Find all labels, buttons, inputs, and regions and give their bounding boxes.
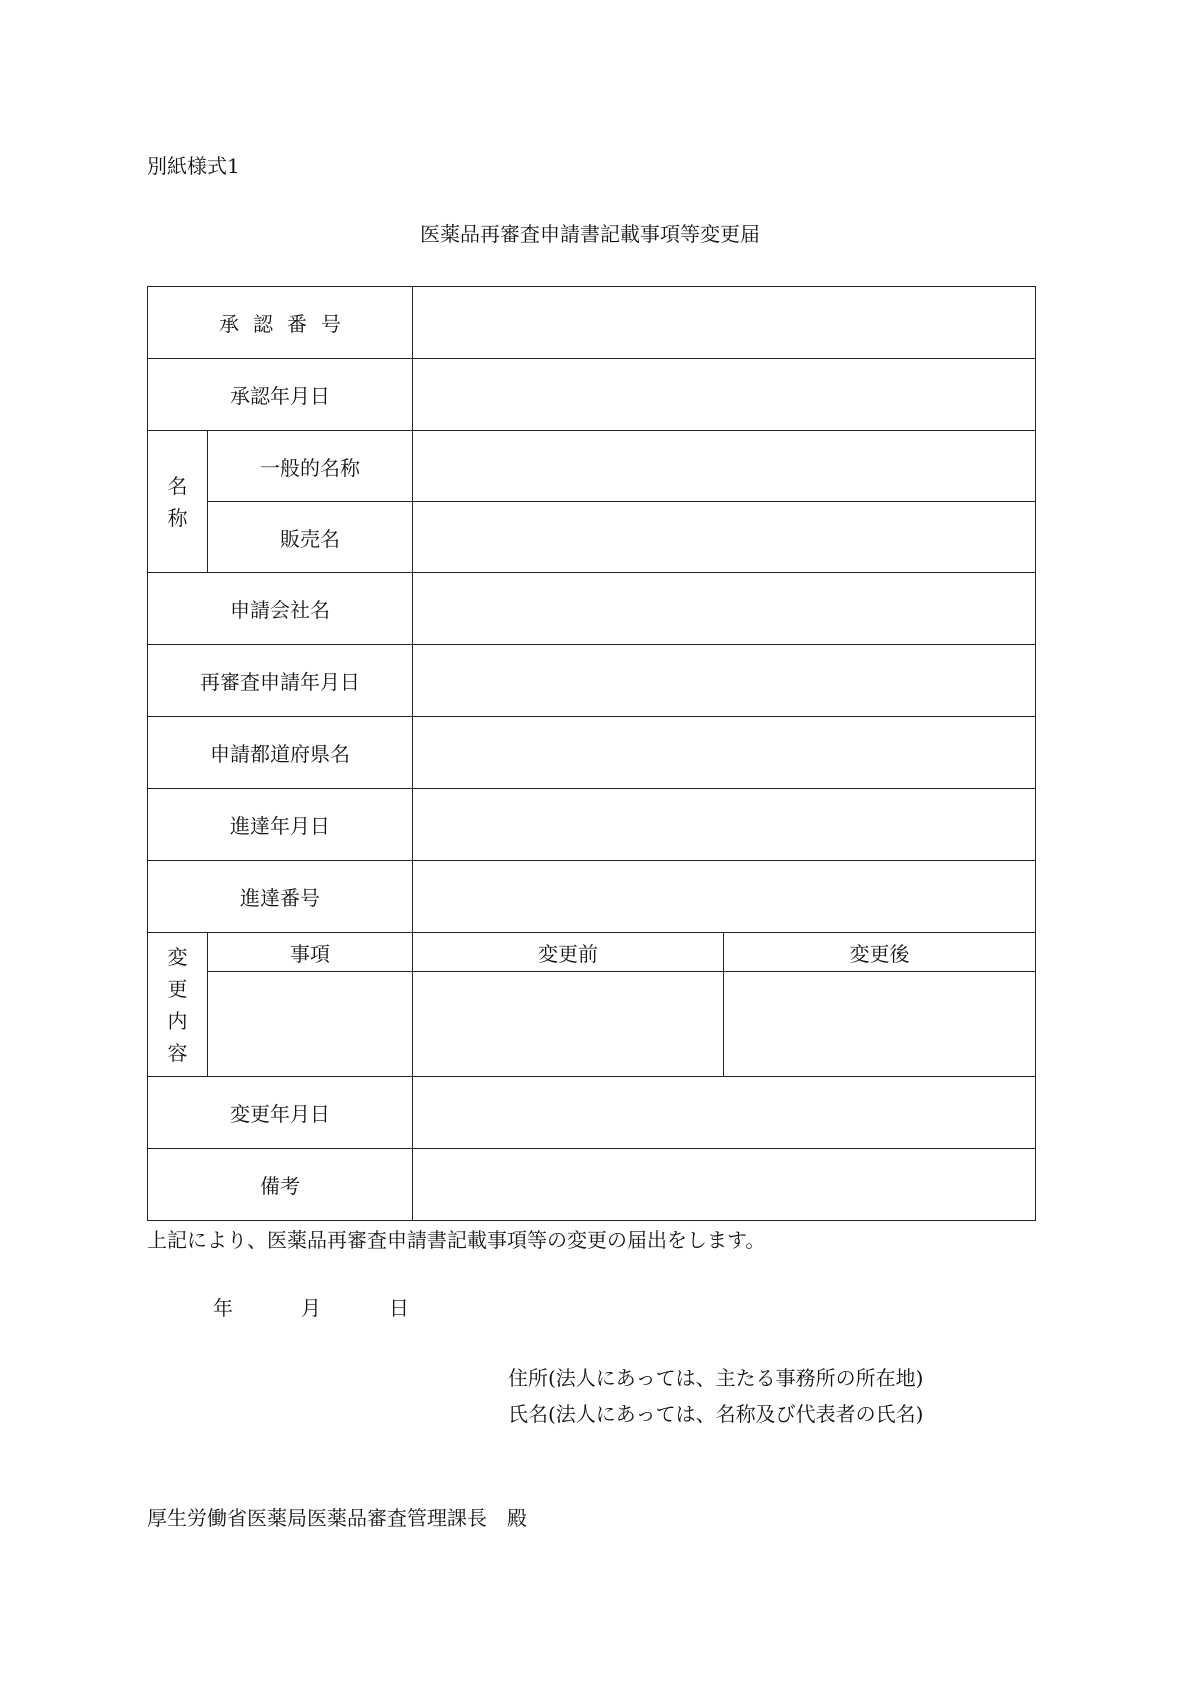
- input-applicant-company[interactable]: [413, 573, 1036, 645]
- label-applicant-company: 申請会社名: [148, 573, 413, 645]
- row-prefecture: [148, 717, 1036, 789]
- row-applicant-company: [148, 573, 1036, 645]
- label-approval-date: 承認年月日: [148, 359, 413, 431]
- input-change-before[interactable]: [413, 972, 724, 1077]
- column-header-before: 変更前: [413, 933, 724, 972]
- row-remarks: [148, 1149, 1036, 1221]
- applicant-address: 住所(法人にあっては、主たる事務所の所在地): [508, 1366, 924, 1390]
- document-title: 医薬品再審査申請書記載事項等変更届: [420, 222, 760, 246]
- input-change-date[interactable]: [413, 1077, 1036, 1149]
- label-brand-name: 販売名: [208, 502, 413, 573]
- row-generic-name: [148, 431, 1036, 502]
- row-approval-date: [148, 359, 1036, 431]
- column-header-item: 事項: [208, 933, 413, 972]
- label-remarks: 備考: [148, 1149, 413, 1221]
- input-transmittal-number[interactable]: [413, 861, 1036, 933]
- column-header-after: 変更後: [724, 933, 1036, 972]
- input-generic-name[interactable]: [413, 431, 1036, 502]
- change-notification-table: [147, 286, 1036, 1221]
- input-change-item[interactable]: [208, 972, 413, 1077]
- row-reexam-date: [148, 645, 1036, 717]
- day-label: 日: [389, 1296, 409, 1320]
- row-transmittal-number: [148, 861, 1036, 933]
- input-prefecture[interactable]: [413, 717, 1036, 789]
- input-approval-number[interactable]: [413, 287, 1036, 359]
- year-label: 年: [213, 1296, 233, 1320]
- addressee: 厚生労働省医薬局医薬品審査管理課長 殿: [147, 1506, 527, 1530]
- submission-date: [213, 1296, 409, 1320]
- input-brand-name[interactable]: [413, 502, 1036, 573]
- declaration-text: 上記により、医薬品再審査申請書記載事項等の変更の届出をします。: [147, 1228, 766, 1252]
- input-remarks[interactable]: [413, 1149, 1036, 1221]
- label-transmittal-number: 進達番号: [148, 861, 413, 933]
- label-generic-name: 一般的名称: [208, 431, 413, 502]
- row-change-date: [148, 1077, 1036, 1149]
- input-approval-date[interactable]: [413, 359, 1036, 431]
- month-label: 月: [301, 1296, 321, 1320]
- form-id: 別紙様式1: [147, 154, 240, 178]
- label-change-group: 変更内容: [148, 933, 208, 1077]
- label-reexam-application-date: 再審査申請年月日: [148, 645, 413, 717]
- row-change-content: [148, 972, 1036, 1077]
- row-brand-name: [148, 502, 1036, 573]
- input-reexam-application-date[interactable]: [413, 645, 1036, 717]
- label-prefecture: 申請都道府県名: [148, 717, 413, 789]
- input-transmittal-date[interactable]: [413, 789, 1036, 861]
- row-approval-number: [148, 287, 1036, 359]
- applicant-name: 氏名(法人にあっては、名称及び代表者の氏名): [508, 1402, 924, 1426]
- label-change-date: 変更年月日: [148, 1077, 413, 1149]
- row-change-header: [148, 933, 1036, 972]
- label-name-group: 名称: [148, 431, 208, 573]
- row-transmittal-date: [148, 789, 1036, 861]
- label-approval-number: 承認番号: [148, 287, 413, 359]
- input-change-after[interactable]: [724, 972, 1036, 1077]
- label-transmittal-date: 進達年月日: [148, 789, 413, 861]
